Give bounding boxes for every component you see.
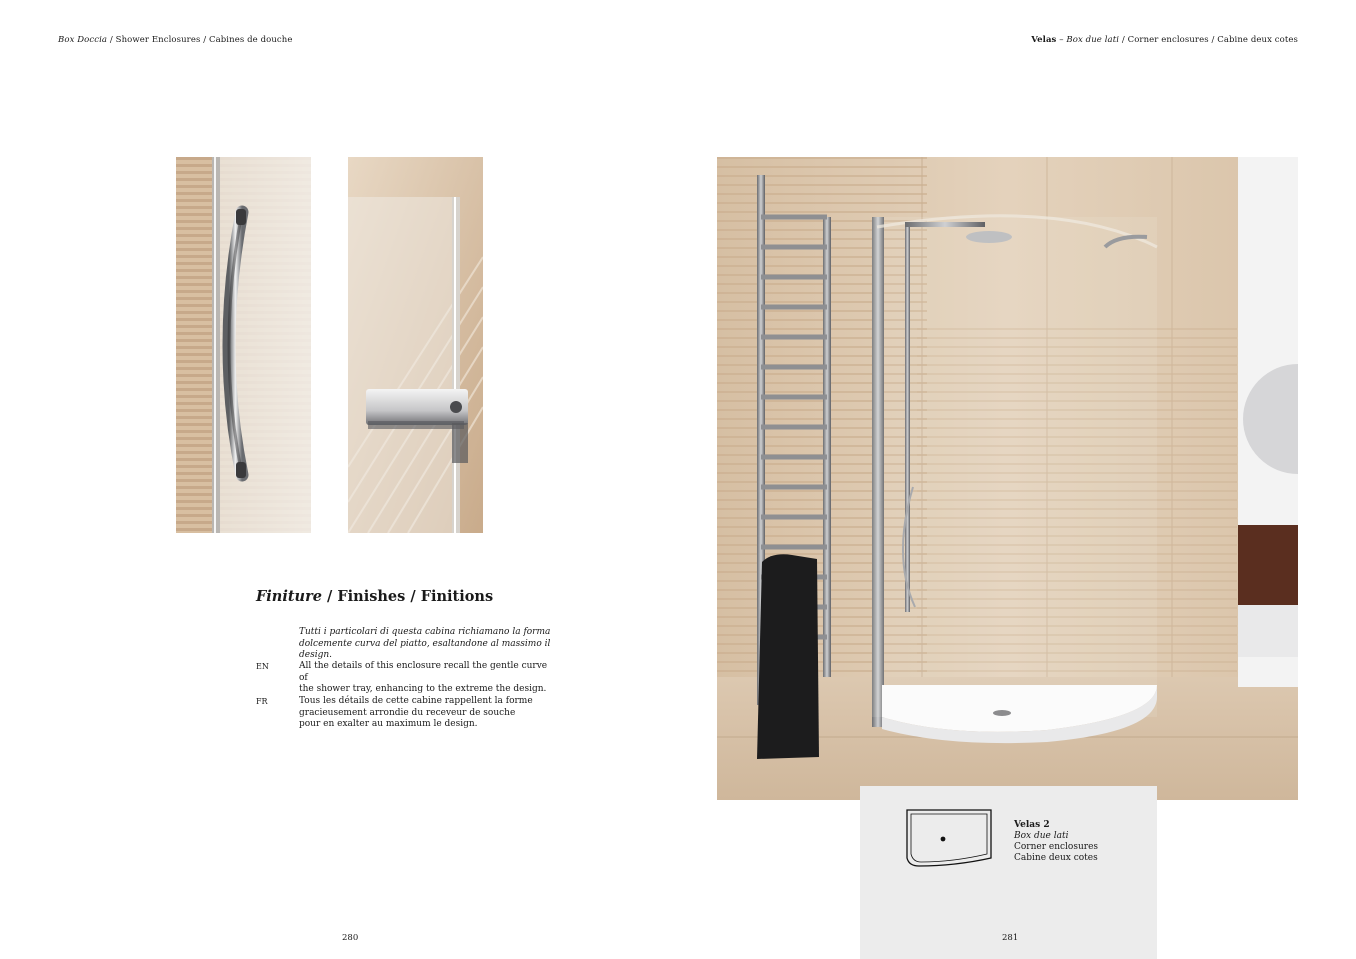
description-french: [256, 696, 556, 731]
description-english-text: All the details of this enclosure recall the gentle curve of the shower tray, enhancing to the extreme the design.: [299, 661, 548, 694]
description-english: [256, 661, 556, 696]
page-number-left: 280: [342, 933, 359, 943]
description-french-text: Tous les détails de cette cabine rappellent la forme gracieusement arrondie du receveur de souche pour en exalter au maximum le design.: [299, 696, 533, 729]
running-header-right: [1031, 35, 1298, 45]
header-right-bold: Velas: [1031, 35, 1057, 45]
header-left-italic: Box Doccia: [58, 35, 108, 45]
language-label-en: EN: [256, 662, 269, 671]
running-header-left: [58, 35, 292, 45]
finishes-heading-rest: / Finishes / Finitions: [321, 588, 494, 605]
product-info-text: [1014, 820, 1098, 864]
product-line-fr: Cabine deux cotes: [1014, 853, 1098, 863]
description-italian-text: Tutti i particolari di questa cabina richiamano la forma dolcemente curva del piatto, esaltandone al massimo il design.: [299, 627, 551, 660]
finishes-heading: [256, 588, 493, 605]
product-line-en: Corner enclosures: [1014, 842, 1099, 852]
header-right-rest: / Corner enclosures / Cabine deux cotes: [1119, 35, 1298, 45]
header-right-sep: –: [1056, 35, 1067, 45]
product-name: Velas 2: [1014, 820, 1050, 830]
hinge-detail-photo: [348, 157, 483, 533]
handle-detail-photo: [176, 157, 311, 533]
description-italian: [256, 627, 556, 662]
header-right-italic: Box due lati: [1066, 35, 1120, 45]
language-label-fr: FR: [256, 697, 268, 706]
product-line-it: Box due lati: [1014, 831, 1069, 841]
header-left-rest: / Shower Enclosures / Cabines de douche: [107, 35, 293, 45]
shower-enclosure-photo: [717, 157, 1298, 800]
page-number-right: 281: [1002, 933, 1019, 943]
finishes-heading-italic: Finiture: [256, 588, 322, 605]
corner-tray-shape-icon: [905, 808, 995, 872]
